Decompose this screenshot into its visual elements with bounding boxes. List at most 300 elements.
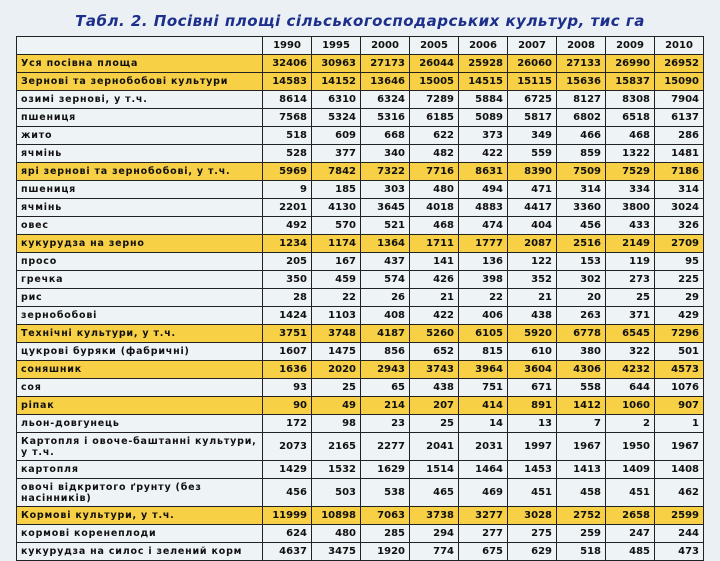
value-cell: 277	[459, 525, 508, 543]
value-cell: 1424	[263, 307, 312, 325]
value-cell: 1532	[312, 461, 361, 479]
value-cell: 4573	[655, 361, 704, 379]
value-cell: 1453	[508, 461, 557, 479]
table-header-row	[17, 37, 704, 55]
value-cell: 2943	[361, 361, 410, 379]
value-cell: 122	[508, 253, 557, 271]
value-cell: 25	[410, 415, 459, 433]
value-cell: 4637	[263, 543, 312, 561]
value-cell: 5817	[508, 109, 557, 127]
table-row	[17, 415, 704, 433]
value-cell: 7529	[606, 163, 655, 181]
page-title: Табл. 2. Посівні площі сільськогосподарських культур, тис га	[75, 12, 645, 30]
value-cell: 334	[606, 181, 655, 199]
crop-name-cell: кукурудза на зерно	[17, 235, 263, 253]
crop-name-cell: просо	[17, 253, 263, 271]
value-cell: 65	[361, 379, 410, 397]
value-cell: 2165	[312, 433, 361, 461]
value-cell: 624	[263, 525, 312, 543]
table-row	[17, 217, 704, 235]
value-cell: 377	[312, 145, 361, 163]
year-header: 2006	[459, 37, 508, 55]
crop-name-cell: соя	[17, 379, 263, 397]
crop-name-cell: цукрові буряки (фабричні)	[17, 343, 263, 361]
value-cell: 574	[361, 271, 410, 289]
value-cell: 352	[508, 271, 557, 289]
value-cell: 433	[606, 217, 655, 235]
value-cell: 1997	[508, 433, 557, 461]
value-cell: 1060	[606, 397, 655, 415]
value-cell: 751	[459, 379, 508, 397]
crop-name-cell: Зернові та зернобобові культури	[17, 73, 263, 91]
value-cell: 1364	[361, 235, 410, 253]
value-cell: 1514	[410, 461, 459, 479]
table-row	[17, 109, 704, 127]
table-row	[17, 91, 704, 109]
value-cell: 10898	[312, 507, 361, 525]
value-cell: 2277	[361, 433, 410, 461]
value-cell: 2709	[655, 235, 704, 253]
value-cell: 480	[312, 525, 361, 543]
value-cell: 8390	[508, 163, 557, 181]
value-cell: 25	[606, 289, 655, 307]
crop-name-cell: кормові коренеплоди	[17, 525, 263, 543]
value-cell: 7296	[655, 325, 704, 343]
crop-name-cell: пшениця	[17, 109, 263, 127]
value-cell: 2658	[606, 507, 655, 525]
value-cell: 7842	[312, 163, 361, 181]
table-row	[17, 289, 704, 307]
value-cell: 558	[557, 379, 606, 397]
value-cell: 322	[606, 343, 655, 361]
value-cell: 6545	[606, 325, 655, 343]
value-cell: 1636	[263, 361, 312, 379]
value-cell: 27173	[361, 55, 410, 73]
crop-name-cell: Картопля і овоче-баштанні культури, у т.ч.	[17, 433, 263, 461]
table-row	[17, 199, 704, 217]
value-cell: 570	[312, 217, 361, 235]
value-cell: 503	[312, 479, 361, 507]
value-cell: 4130	[312, 199, 361, 217]
value-cell: 4417	[508, 199, 557, 217]
value-cell: 11999	[263, 507, 312, 525]
value-cell: 622	[410, 127, 459, 145]
value-cell: 538	[361, 479, 410, 507]
table-row	[17, 343, 704, 361]
value-cell: 15005	[410, 73, 459, 91]
value-cell: 2752	[557, 507, 606, 525]
table-row	[17, 397, 704, 415]
value-cell: 49	[312, 397, 361, 415]
value-cell: 26060	[508, 55, 557, 73]
value-cell: 349	[508, 127, 557, 145]
value-cell: 7186	[655, 163, 704, 181]
value-cell: 286	[655, 127, 704, 145]
table-row	[17, 379, 704, 397]
value-cell: 25	[312, 379, 361, 397]
value-cell: 7063	[361, 507, 410, 525]
value-cell: 2599	[655, 507, 704, 525]
value-cell: 501	[655, 343, 704, 361]
value-cell: 3964	[459, 361, 508, 379]
table-row	[17, 145, 704, 163]
value-cell: 30963	[312, 55, 361, 73]
value-cell: 2149	[606, 235, 655, 253]
value-cell: 668	[361, 127, 410, 145]
value-cell: 22	[459, 289, 508, 307]
value-cell: 273	[606, 271, 655, 289]
value-cell: 451	[606, 479, 655, 507]
value-cell: 5316	[361, 109, 410, 127]
value-cell: 8631	[459, 163, 508, 181]
value-cell: 26952	[655, 55, 704, 73]
value-cell: 2041	[410, 433, 459, 461]
value-cell: 26044	[410, 55, 459, 73]
value-cell: 247	[606, 525, 655, 543]
value-cell: 14	[459, 415, 508, 433]
value-cell: 5260	[410, 325, 459, 343]
crop-area-table	[16, 36, 704, 561]
value-cell: 3751	[263, 325, 312, 343]
value-cell: 610	[508, 343, 557, 361]
value-cell: 7716	[410, 163, 459, 181]
value-cell: 2020	[312, 361, 361, 379]
value-cell: 671	[508, 379, 557, 397]
value-cell: 494	[459, 181, 508, 199]
value-cell: 4018	[410, 199, 459, 217]
value-cell: 1234	[263, 235, 312, 253]
crop-name-cell: Кормові культури, у т.ч.	[17, 507, 263, 525]
value-cell: 15115	[508, 73, 557, 91]
value-cell: 15636	[557, 73, 606, 91]
value-cell: 474	[459, 217, 508, 235]
value-cell: 907	[655, 397, 704, 415]
value-cell: 23	[361, 415, 410, 433]
value-cell: 559	[508, 145, 557, 163]
value-cell: 456	[263, 479, 312, 507]
value-cell: 528	[263, 145, 312, 163]
year-header: 2000	[361, 37, 410, 55]
table-row	[17, 433, 704, 461]
crop-name-cell: озимі зернові, у т.ч.	[17, 91, 263, 109]
value-cell: 7904	[655, 91, 704, 109]
value-cell: 1413	[557, 461, 606, 479]
value-cell: 98	[312, 415, 361, 433]
crop-name-cell: овес	[17, 217, 263, 235]
crop-name-cell: картопля	[17, 461, 263, 479]
year-header: 2008	[557, 37, 606, 55]
crop-name-cell: соняшник	[17, 361, 263, 379]
value-cell: 422	[459, 145, 508, 163]
value-cell: 371	[606, 307, 655, 325]
value-cell: 5089	[459, 109, 508, 127]
value-cell: 207	[410, 397, 459, 415]
value-cell: 2	[606, 415, 655, 433]
value-cell: 1967	[557, 433, 606, 461]
value-cell: 1322	[606, 145, 655, 163]
value-cell: 456	[557, 217, 606, 235]
value-cell: 3748	[312, 325, 361, 343]
value-cell: 609	[312, 127, 361, 145]
year-header: 2005	[410, 37, 459, 55]
value-cell: 480	[410, 181, 459, 199]
value-cell: 95	[655, 253, 704, 271]
value-cell: 27133	[557, 55, 606, 73]
value-cell: 6310	[312, 91, 361, 109]
value-cell: 1967	[655, 433, 704, 461]
value-cell: 275	[508, 525, 557, 543]
crop-name-cell: зернобобові	[17, 307, 263, 325]
value-cell: 856	[361, 343, 410, 361]
crop-name-cell: ячмінь	[17, 199, 263, 217]
value-cell: 7509	[557, 163, 606, 181]
value-cell: 459	[312, 271, 361, 289]
table-row	[17, 325, 704, 343]
value-cell: 22	[312, 289, 361, 307]
value-cell: 214	[361, 397, 410, 415]
value-cell: 1103	[312, 307, 361, 325]
table-row	[17, 73, 704, 91]
value-cell: 2087	[508, 235, 557, 253]
value-cell: 2516	[557, 235, 606, 253]
value-cell: 172	[263, 415, 312, 433]
value-cell: 465	[410, 479, 459, 507]
value-cell: 8614	[263, 91, 312, 109]
crop-name-cell: кукурудза на силос і зелений корм	[17, 543, 263, 561]
value-cell: 6105	[459, 325, 508, 343]
value-cell: 1711	[410, 235, 459, 253]
value-cell: 1481	[655, 145, 704, 163]
crop-name-cell: рис	[17, 289, 263, 307]
crop-name-cell: ріпак	[17, 397, 263, 415]
table-row	[17, 253, 704, 271]
crop-name-cell: ярі зернові та зернобобові, у т.ч.	[17, 163, 263, 181]
value-cell: 7568	[263, 109, 312, 127]
value-cell: 6802	[557, 109, 606, 127]
table-row	[17, 235, 704, 253]
value-cell: 398	[459, 271, 508, 289]
value-cell: 303	[361, 181, 410, 199]
value-cell: 2031	[459, 433, 508, 461]
table-row	[17, 127, 704, 145]
value-cell: 3024	[655, 199, 704, 217]
value-cell: 1429	[263, 461, 312, 479]
value-cell: 205	[263, 253, 312, 271]
value-cell: 285	[361, 525, 410, 543]
value-cell: 426	[410, 271, 459, 289]
value-cell: 2201	[263, 199, 312, 217]
value-cell: 6324	[361, 91, 410, 109]
value-cell: 26990	[606, 55, 655, 73]
value-cell: 119	[606, 253, 655, 271]
value-cell: 13	[508, 415, 557, 433]
value-cell: 485	[606, 543, 655, 561]
value-cell: 482	[410, 145, 459, 163]
value-cell: 422	[410, 307, 459, 325]
value-cell: 1950	[606, 433, 655, 461]
value-cell: 492	[263, 217, 312, 235]
value-cell: 32406	[263, 55, 312, 73]
value-cell: 471	[508, 181, 557, 199]
value-cell: 93	[263, 379, 312, 397]
table-row	[17, 479, 704, 507]
value-cell: 468	[410, 217, 459, 235]
value-cell: 3604	[508, 361, 557, 379]
value-cell: 518	[263, 127, 312, 145]
value-cell: 1629	[361, 461, 410, 479]
value-cell: 7	[557, 415, 606, 433]
value-cell: 263	[557, 307, 606, 325]
value-cell: 3028	[508, 507, 557, 525]
value-cell: 6185	[410, 109, 459, 127]
value-cell: 244	[655, 525, 704, 543]
value-cell: 3800	[606, 199, 655, 217]
value-cell: 3475	[312, 543, 361, 561]
value-cell: 521	[361, 217, 410, 235]
crop-name-cell: гречка	[17, 271, 263, 289]
value-cell: 380	[557, 343, 606, 361]
value-cell: 136	[459, 253, 508, 271]
value-cell: 1464	[459, 461, 508, 479]
value-cell: 6137	[655, 109, 704, 127]
value-cell: 25928	[459, 55, 508, 73]
value-cell: 891	[508, 397, 557, 415]
value-cell: 1777	[459, 235, 508, 253]
table-row	[17, 507, 704, 525]
value-cell: 314	[655, 181, 704, 199]
value-cell: 4232	[606, 361, 655, 379]
value-cell: 21	[508, 289, 557, 307]
table-row	[17, 55, 704, 73]
value-cell: 1409	[606, 461, 655, 479]
value-cell: 859	[557, 145, 606, 163]
crop-name-cell: жито	[17, 127, 263, 145]
value-cell: 414	[459, 397, 508, 415]
value-cell: 429	[655, 307, 704, 325]
table-row	[17, 271, 704, 289]
crop-name-cell: пшениця	[17, 181, 263, 199]
value-cell: 4883	[459, 199, 508, 217]
value-cell: 20	[557, 289, 606, 307]
value-cell: 1607	[263, 343, 312, 361]
value-cell: 26	[361, 289, 410, 307]
value-cell: 5920	[508, 325, 557, 343]
value-cell: 7289	[410, 91, 459, 109]
value-cell: 438	[410, 379, 459, 397]
table-row	[17, 461, 704, 479]
value-cell: 185	[312, 181, 361, 199]
value-cell: 28	[263, 289, 312, 307]
value-cell: 373	[459, 127, 508, 145]
crop-name-cell: льон-довгунець	[17, 415, 263, 433]
table-row	[17, 543, 704, 561]
value-cell: 8308	[606, 91, 655, 109]
value-cell: 406	[459, 307, 508, 325]
value-cell: 302	[557, 271, 606, 289]
value-cell: 652	[410, 343, 459, 361]
table-row	[17, 307, 704, 325]
value-cell: 14583	[263, 73, 312, 91]
value-cell: 466	[557, 127, 606, 145]
value-cell: 468	[606, 127, 655, 145]
value-cell: 14152	[312, 73, 361, 91]
value-cell: 1174	[312, 235, 361, 253]
value-cell: 4306	[557, 361, 606, 379]
value-cell: 774	[410, 543, 459, 561]
value-cell: 259	[557, 525, 606, 543]
value-cell: 167	[312, 253, 361, 271]
value-cell: 15090	[655, 73, 704, 91]
year-header: 2009	[606, 37, 655, 55]
value-cell: 1475	[312, 343, 361, 361]
value-cell: 675	[459, 543, 508, 561]
value-cell: 3360	[557, 199, 606, 217]
value-cell: 4187	[361, 325, 410, 343]
value-cell: 225	[655, 271, 704, 289]
value-cell: 350	[263, 271, 312, 289]
value-cell: 404	[508, 217, 557, 235]
value-cell: 8127	[557, 91, 606, 109]
value-cell: 1408	[655, 461, 704, 479]
value-cell: 815	[459, 343, 508, 361]
value-cell: 340	[361, 145, 410, 163]
value-cell: 437	[361, 253, 410, 271]
crop-name-cell: овочі відкритого ґрунту (без насінників)	[17, 479, 263, 507]
year-header: 2007	[508, 37, 557, 55]
value-cell: 9	[263, 181, 312, 199]
value-cell: 1920	[361, 543, 410, 561]
value-cell: 5969	[263, 163, 312, 181]
value-cell: 314	[557, 181, 606, 199]
table-row	[17, 181, 704, 199]
year-header: 1995	[312, 37, 361, 55]
value-cell: 629	[508, 543, 557, 561]
value-cell: 14515	[459, 73, 508, 91]
value-cell: 3738	[410, 507, 459, 525]
value-cell: 644	[606, 379, 655, 397]
value-cell: 3743	[410, 361, 459, 379]
crop-name-cell: Технічні культури, у т.ч.	[17, 325, 263, 343]
year-header: 2010	[655, 37, 704, 55]
crop-name-cell: ячмінь	[17, 145, 263, 163]
table-row	[17, 163, 704, 181]
table-row	[17, 361, 704, 379]
value-cell: 6778	[557, 325, 606, 343]
value-cell: 326	[655, 217, 704, 235]
crop-name-cell: Уся посівна площа	[17, 55, 263, 73]
value-cell: 518	[557, 543, 606, 561]
value-cell: 451	[508, 479, 557, 507]
value-cell: 3277	[459, 507, 508, 525]
value-cell: 3645	[361, 199, 410, 217]
value-cell: 21	[410, 289, 459, 307]
value-cell: 5324	[312, 109, 361, 127]
value-cell: 473	[655, 543, 704, 561]
value-cell: 1	[655, 415, 704, 433]
value-cell: 458	[557, 479, 606, 507]
value-cell: 408	[361, 307, 410, 325]
value-cell: 1412	[557, 397, 606, 415]
value-cell: 462	[655, 479, 704, 507]
value-cell: 29	[655, 289, 704, 307]
value-cell: 153	[557, 253, 606, 271]
value-cell: 141	[410, 253, 459, 271]
value-cell: 438	[508, 307, 557, 325]
value-cell: 6725	[508, 91, 557, 109]
value-cell: 2073	[263, 433, 312, 461]
value-cell: 5884	[459, 91, 508, 109]
value-cell: 6518	[606, 109, 655, 127]
